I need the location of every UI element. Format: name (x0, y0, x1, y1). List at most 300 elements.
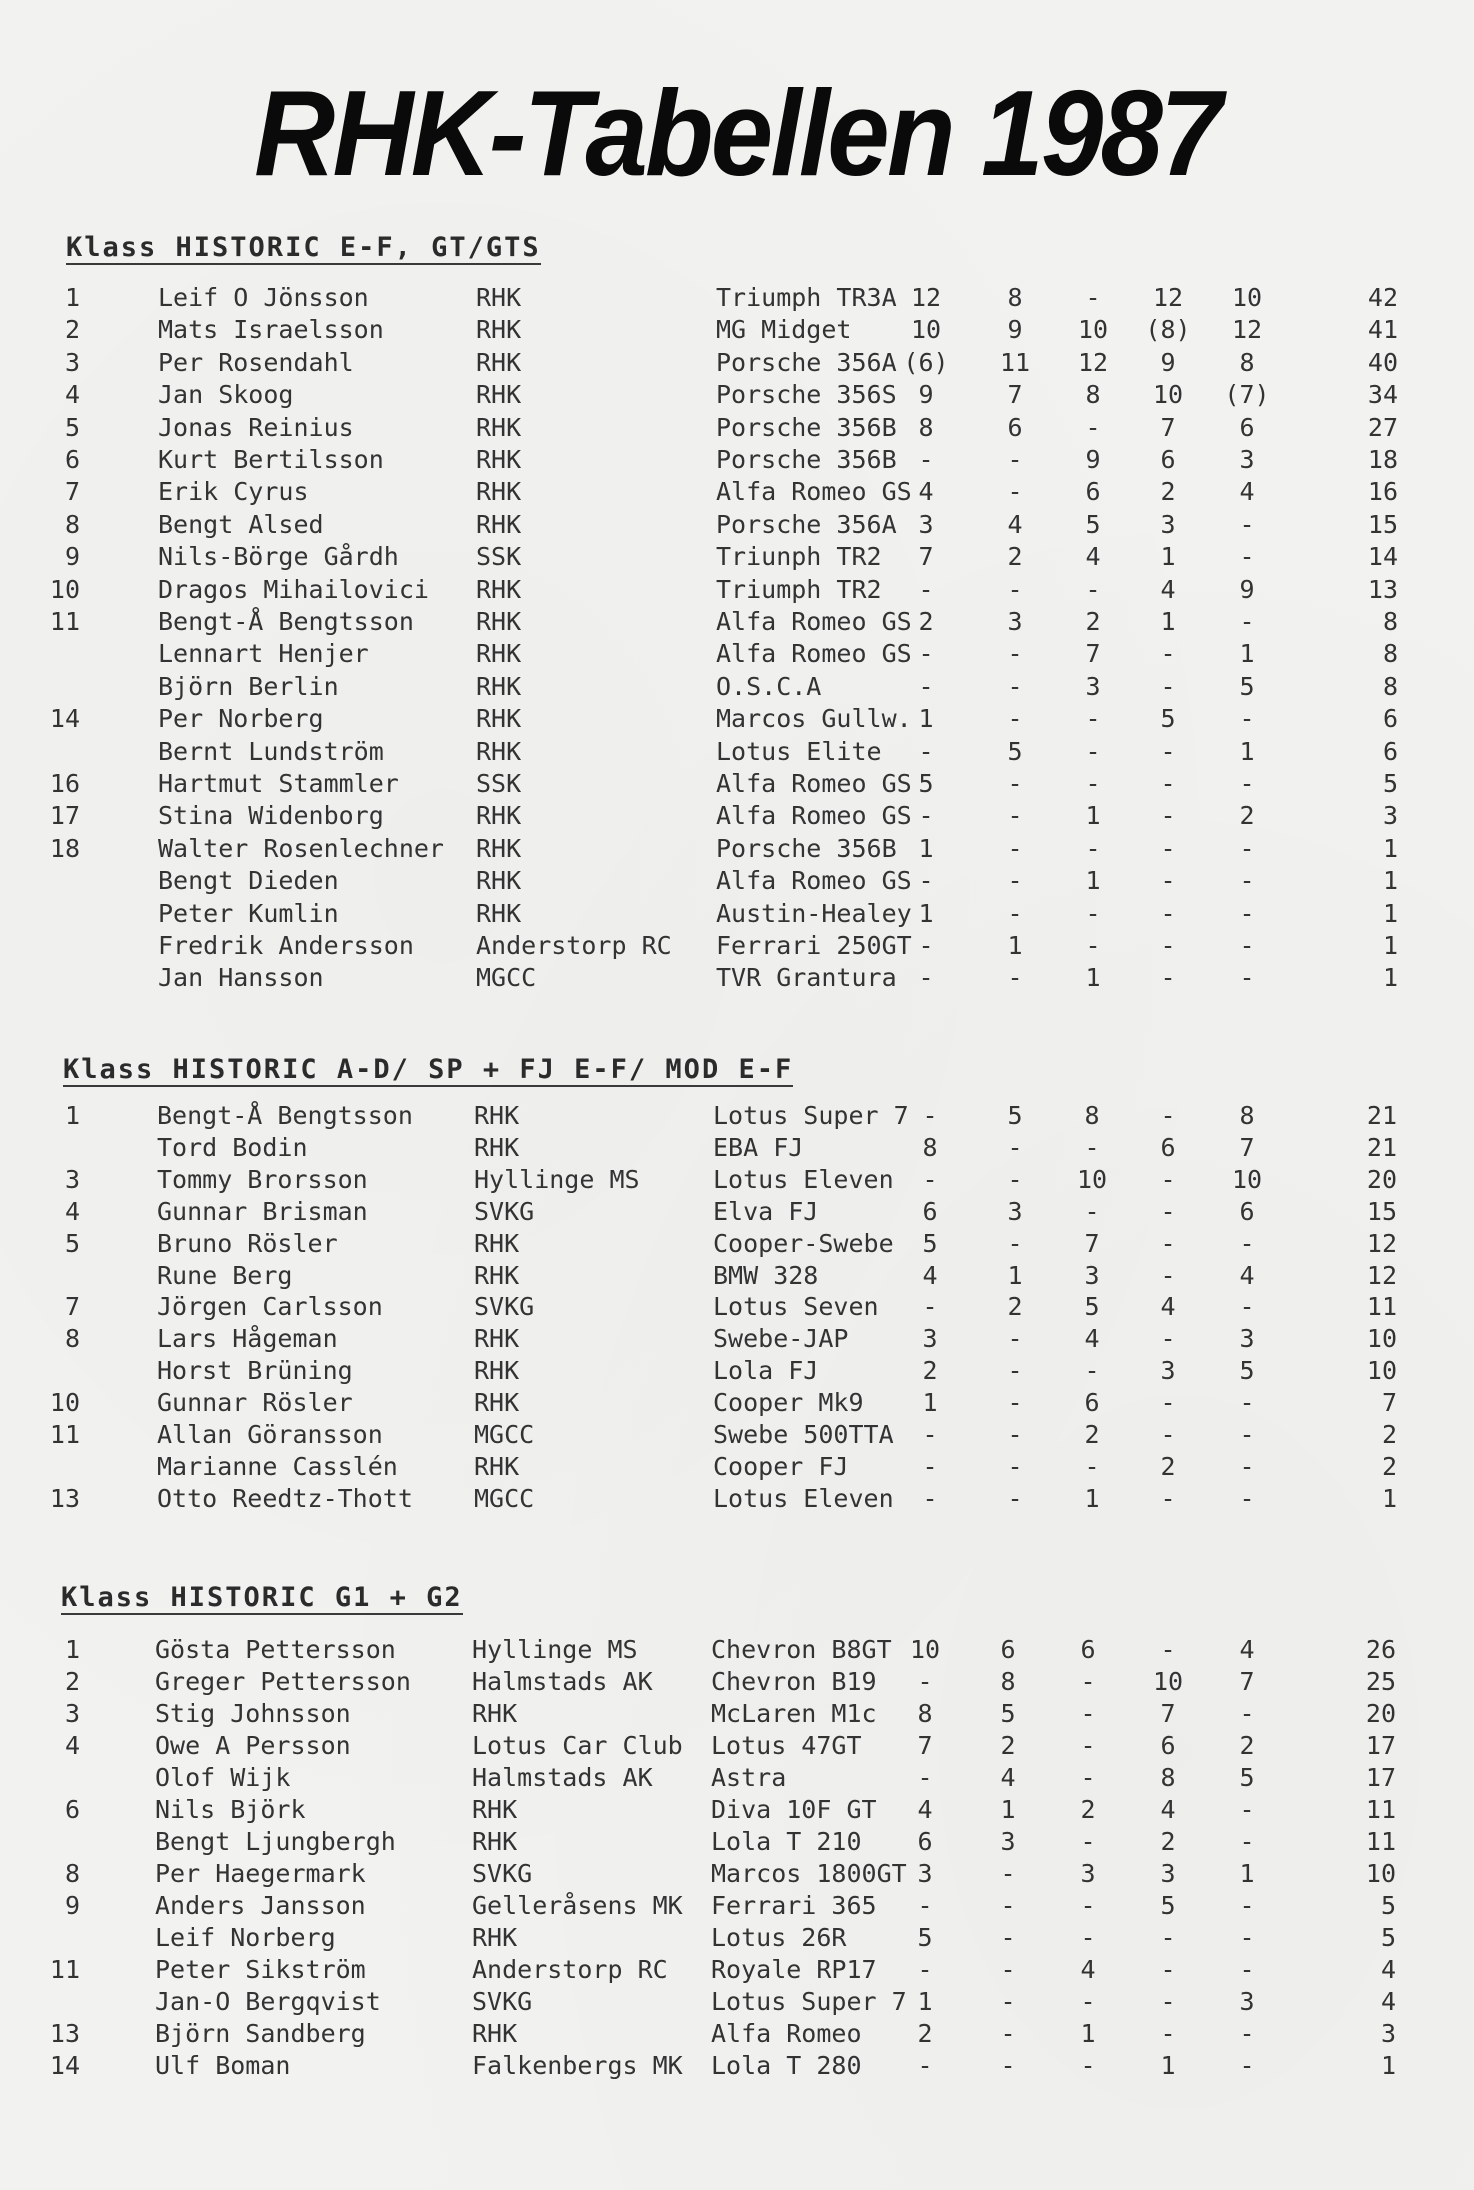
club-cell: Anderstorp RC (472, 1955, 668, 1984)
total-points-cell: 18 (1367, 445, 1398, 474)
round-points-cell: 5 (1007, 737, 1023, 766)
club-cell: RHK (476, 899, 522, 928)
round-points-cell: - (1007, 769, 1023, 798)
round-points-cell: 6 (1080, 1635, 1096, 1664)
driver-name-cell: Jan-O Bergqvist (155, 1987, 381, 2016)
round-points-cell: 7 (1084, 1229, 1100, 1258)
total-points-cell: 17 (1365, 1763, 1396, 1792)
round-points-cell: 7 (1160, 413, 1176, 442)
club-cell: Lotus Car Club (472, 1731, 683, 1760)
round-points-cell: - (922, 1452, 938, 1481)
round-points-cell: 5 (1239, 672, 1255, 701)
round-points-cell: - (1160, 801, 1176, 830)
table-row (0, 638, 1474, 670)
total-points-cell: 1 (1381, 1484, 1397, 1513)
driver-name-cell: Tord Bodin (157, 1133, 308, 1162)
driver-name-cell: Bengt Dieden (158, 866, 339, 895)
total-points-cell: 11 (1366, 1292, 1397, 1321)
total-points-cell: 15 (1367, 510, 1398, 539)
position-cell: 9 (64, 1891, 80, 1920)
round-points-cell: - (917, 1955, 933, 1984)
car-cell: Triumph TR3A (716, 283, 897, 312)
round-points-cell: - (1085, 575, 1101, 604)
club-cell: Anderstorp RC (476, 931, 672, 960)
round-points-cell: 9 (1007, 315, 1023, 344)
round-points-cell: 9 (1085, 445, 1101, 474)
table-row (0, 606, 1474, 638)
table-row (0, 574, 1474, 606)
round-points-cell: 10 (909, 1635, 941, 1664)
round-points-cell: 10 (1231, 1165, 1263, 1194)
position-cell: 1 (64, 283, 80, 312)
round-points-cell: - (1160, 1197, 1176, 1226)
club-cell: RHK (474, 1452, 520, 1481)
total-points-cell: 1 (1382, 866, 1398, 895)
round-points-cell: 1 (1085, 801, 1101, 830)
table-row (0, 930, 1474, 962)
position-cell: 5 (64, 1229, 80, 1258)
car-cell: Lola T 280 (711, 2051, 862, 2080)
club-cell: SSK (476, 542, 522, 571)
round-points-cell: 5 (922, 1229, 938, 1258)
round-points-cell: 2 (1160, 1452, 1176, 1481)
round-points-cell: - (1160, 769, 1176, 798)
club-cell: RHK (476, 575, 522, 604)
round-points-cell: - (1239, 1923, 1255, 1952)
round-points-cell: 2 (1160, 477, 1176, 506)
round-points-cell: 1 (1007, 1261, 1023, 1290)
round-points-cell: 3 (1085, 672, 1101, 701)
round-points-cell: 7 (1239, 1667, 1255, 1696)
table-row (0, 347, 1474, 379)
round-points-cell: - (1160, 1420, 1176, 1449)
round-points-cell: - (1239, 931, 1255, 960)
table-row (0, 2050, 1474, 2082)
round-points-cell: 10 (1077, 315, 1109, 344)
round-points-cell: - (1080, 1667, 1096, 1696)
total-points-cell: 34 (1367, 380, 1398, 409)
total-points-cell: 21 (1366, 1101, 1397, 1130)
driver-name-cell: Rune Berg (157, 1261, 293, 1290)
total-points-cell: 3 (1380, 2019, 1396, 2048)
round-points-cell: 3 (1000, 1827, 1016, 1856)
car-cell: Lola T 210 (711, 1827, 862, 1856)
table-row (0, 1730, 1474, 1762)
position-cell: 8 (64, 1859, 80, 1888)
round-points-cell: 1 (1084, 1484, 1100, 1513)
car-cell: Marcos 1800GT (711, 1859, 907, 1888)
position-cell: 16 (49, 769, 80, 798)
club-cell: Gelleråsens MK (472, 1891, 683, 1920)
driver-name-cell: Marianne Casslén (157, 1452, 398, 1481)
position-cell: 8 (64, 1324, 80, 1353)
club-cell: RHK (474, 1388, 520, 1417)
round-points-cell: - (1239, 704, 1255, 733)
driver-name-cell: Erik Cyrus (158, 477, 309, 506)
car-cell: Alfa Romeo GS (716, 639, 912, 668)
round-points-cell: - (1239, 1452, 1255, 1481)
car-cell: Chevron B19 (711, 1667, 877, 1696)
table-row (0, 541, 1474, 573)
round-points-cell: 2 (918, 607, 934, 636)
round-points-cell: 4 (1160, 575, 1176, 604)
round-points-cell: - (1000, 1955, 1016, 1984)
driver-name-cell: Nils Björk (155, 1795, 306, 1824)
round-points-cell: 12 (910, 283, 942, 312)
round-points-cell: - (1080, 1827, 1096, 1856)
round-points-cell: - (918, 963, 934, 992)
round-points-cell: 3 (1160, 1859, 1176, 1888)
round-points-cell: - (1085, 931, 1101, 960)
table-row (0, 1698, 1474, 1730)
round-points-cell: 7 (1239, 1133, 1255, 1162)
position-cell: 3 (64, 348, 80, 377)
round-points-cell: - (1080, 1699, 1096, 1728)
table-row (0, 1794, 1474, 1826)
round-points-cell: 4 (1239, 1635, 1255, 1664)
car-cell: Austin-Healey (716, 899, 912, 928)
round-points-cell: - (1160, 834, 1176, 863)
round-points-cell: 12 (1152, 283, 1184, 312)
club-cell: MGCC (474, 1420, 535, 1449)
round-points-cell: 3 (1160, 510, 1176, 539)
table-row (0, 2018, 1474, 2050)
club-cell: RHK (476, 801, 522, 830)
car-cell: Porsche 356B (716, 445, 897, 474)
table-row (0, 1826, 1474, 1858)
car-cell: Triunph TR2 (716, 542, 882, 571)
round-points-cell: 11 (999, 348, 1031, 377)
round-points-cell: - (917, 1891, 933, 1920)
driver-name-cell: Jörgen Carlsson (157, 1292, 383, 1321)
round-points-cell: 2 (1000, 1731, 1016, 1760)
round-points-cell: - (1007, 639, 1023, 668)
total-points-cell: 1 (1382, 963, 1398, 992)
total-points-cell: 1 (1382, 931, 1398, 960)
total-points-cell: 25 (1365, 1667, 1396, 1696)
round-points-cell: - (1080, 1763, 1096, 1792)
round-points-cell: 8 (922, 1133, 938, 1162)
driver-name-cell: Gunnar Brisman (157, 1197, 368, 1226)
round-points-cell: - (1007, 1356, 1023, 1385)
total-points-cell: 26 (1365, 1635, 1396, 1664)
table-row (0, 1164, 1474, 1196)
round-points-cell: 4 (1085, 542, 1101, 571)
round-points-cell: 1 (917, 1987, 933, 2016)
driver-name-cell: Bernt Lundström (158, 737, 384, 766)
round-points-cell: 5 (1084, 1292, 1100, 1321)
club-cell: MGCC (474, 1484, 535, 1513)
round-points-cell: - (1007, 1324, 1023, 1353)
round-points-cell: 3 (1007, 607, 1023, 636)
total-points-cell: 40 (1367, 348, 1398, 377)
driver-name-cell: Nils-Börge Gårdh (158, 542, 399, 571)
round-points-cell: - (1239, 510, 1255, 539)
round-points-cell: 9 (918, 380, 934, 409)
club-cell: Halmstads AK (472, 1667, 653, 1696)
round-points-cell: - (922, 1292, 938, 1321)
round-points-cell: 3 (1239, 445, 1255, 474)
car-cell: Elva FJ (713, 1197, 819, 1226)
club-cell: RHK (476, 834, 522, 863)
table-row (0, 1858, 1474, 1890)
driver-name-cell: Owe A Persson (155, 1731, 351, 1760)
round-points-cell: 6 (1239, 1197, 1255, 1226)
round-points-cell: - (1160, 1101, 1176, 1130)
club-cell: RHK (476, 639, 522, 668)
driver-name-cell: Jan Hansson (158, 963, 324, 992)
driver-name-cell: Bruno Rösler (157, 1229, 338, 1258)
round-points-cell: 7 (1085, 639, 1101, 668)
round-points-cell: - (1160, 1261, 1176, 1290)
round-points-cell: - (1084, 1356, 1100, 1385)
table-row (0, 509, 1474, 541)
club-cell: Hyllinge MS (472, 1635, 638, 1664)
driver-name-cell: Stina Widenborg (158, 801, 384, 830)
round-points-cell: 3 (918, 510, 934, 539)
club-cell: RHK (472, 1923, 518, 1952)
driver-name-cell: Greger Pettersson (155, 1667, 411, 1696)
total-points-cell: 14 (1367, 542, 1398, 571)
club-cell: RHK (476, 283, 522, 312)
round-points-cell: - (1085, 769, 1101, 798)
round-points-cell: - (1007, 477, 1023, 506)
car-cell: Astra (711, 1763, 787, 1792)
round-points-cell: - (1007, 963, 1023, 992)
round-points-cell: - (918, 801, 934, 830)
club-cell: RHK (476, 704, 522, 733)
total-points-cell: 1 (1380, 2051, 1396, 2080)
round-points-cell: - (1007, 899, 1023, 928)
round-points-cell: 1 (918, 704, 934, 733)
car-cell: BMW 328 (713, 1261, 819, 1290)
round-points-cell: 4 (1000, 1763, 1016, 1792)
table-row (0, 314, 1474, 346)
round-points-cell: - (1160, 1388, 1176, 1417)
position-cell: 4 (64, 1731, 80, 1760)
round-points-cell: - (1007, 1420, 1023, 1449)
round-points-cell: 7 (918, 542, 934, 571)
driver-name-cell: Allan Göransson (157, 1420, 383, 1449)
round-points-cell: - (1160, 963, 1176, 992)
round-points-cell: 5 (1000, 1699, 1016, 1728)
driver-name-cell: Björn Sandberg (155, 2019, 366, 2048)
round-points-cell: - (1080, 1891, 1096, 1920)
club-cell: RHK (476, 413, 522, 442)
position-cell: 5 (64, 413, 80, 442)
driver-name-cell: Bengt Ljungbergh (155, 1827, 396, 1856)
car-cell: Porsche 356B (716, 413, 897, 442)
table-row (0, 1323, 1474, 1355)
round-points-cell: 10 (1152, 1667, 1184, 1696)
round-points-cell: 3 (922, 1324, 938, 1353)
driver-name-cell: Lennart Henjer (158, 639, 369, 668)
round-points-cell: 8 (1239, 1101, 1255, 1130)
round-points-cell: 8 (1085, 380, 1101, 409)
club-cell: RHK (476, 510, 522, 539)
round-points-cell: 3 (1080, 1859, 1096, 1888)
total-points-cell: 16 (1367, 477, 1398, 506)
round-points-cell: - (1080, 1731, 1096, 1760)
round-points-cell: 4 (1160, 1795, 1176, 1824)
round-points-cell: 12 (1231, 315, 1263, 344)
round-points-cell: - (917, 1667, 933, 1696)
club-cell: RHK (474, 1324, 520, 1353)
round-points-cell: - (1080, 2051, 1096, 2080)
total-points-cell: 7 (1381, 1388, 1397, 1417)
driver-name-cell: Bengt Alsed (158, 510, 324, 539)
total-points-cell: 1 (1382, 899, 1398, 928)
round-points-cell: - (1239, 769, 1255, 798)
round-points-cell: 6 (1239, 413, 1255, 442)
car-cell: Alfa Romeo GS (716, 607, 912, 636)
round-points-cell: - (1007, 1229, 1023, 1258)
round-points-cell: - (1239, 1699, 1255, 1728)
total-points-cell: 13 (1367, 575, 1398, 604)
table-row (0, 1260, 1474, 1292)
round-points-cell: - (1080, 1987, 1096, 2016)
round-points-cell: 5 (1239, 1356, 1255, 1385)
round-points-cell: 2 (917, 2019, 933, 2048)
table-row (0, 1890, 1474, 1922)
driver-name-cell: Leif O Jönsson (158, 283, 369, 312)
round-points-cell: 1 (922, 1388, 938, 1417)
round-points-cell: - (1239, 1891, 1255, 1920)
round-points-cell: 4 (922, 1261, 938, 1290)
car-cell: Alfa Romeo GS (716, 866, 912, 895)
round-points-cell: 10 (910, 315, 942, 344)
table-row (0, 412, 1474, 444)
club-cell: RHK (472, 1699, 518, 1728)
table-row (0, 1451, 1474, 1483)
position-cell: 13 (49, 1484, 80, 1513)
round-points-cell: - (1007, 704, 1023, 733)
round-points-cell: 6 (1007, 413, 1023, 442)
round-points-cell: - (1085, 899, 1101, 928)
round-points-cell: - (922, 1420, 938, 1449)
round-points-cell: 1 (1239, 737, 1255, 766)
position-cell: 3 (64, 1699, 80, 1728)
round-points-cell: 8 (1084, 1101, 1100, 1130)
round-points-cell: - (1085, 737, 1101, 766)
round-points-cell: - (1160, 931, 1176, 960)
car-cell: Alfa Romeo (711, 2019, 862, 2048)
club-cell: RHK (474, 1261, 520, 1290)
car-cell: Triumph TR2 (716, 575, 882, 604)
position-cell: 13 (49, 2019, 80, 2048)
round-points-cell: 6 (1085, 477, 1101, 506)
round-points-cell: - (1160, 1229, 1176, 1258)
total-points-cell: 41 (1367, 315, 1398, 344)
round-points-cell: 3 (1160, 1356, 1176, 1385)
round-points-cell: 1 (1007, 931, 1023, 960)
round-points-cell: - (1239, 1292, 1255, 1321)
round-points-cell: - (1007, 1165, 1023, 1194)
round-points-cell: 4 (918, 477, 934, 506)
car-cell: Swebe 500TTA (713, 1420, 894, 1449)
round-points-cell: 1 (1085, 963, 1101, 992)
total-points-cell: 10 (1366, 1324, 1397, 1353)
round-points-cell: - (1084, 1452, 1100, 1481)
car-cell: Alfa Romeo GS (716, 477, 912, 506)
position-cell: 14 (49, 2051, 80, 2080)
total-points-cell: 20 (1365, 1699, 1396, 1728)
round-points-cell: 3 (1007, 1197, 1023, 1226)
club-cell: RHK (474, 1229, 520, 1258)
club-cell: MGCC (476, 963, 537, 992)
club-cell: RHK (476, 477, 522, 506)
round-points-cell: - (1085, 283, 1101, 312)
driver-name-cell: Leif Norberg (155, 1923, 336, 1952)
car-cell: Ferrari 365 (711, 1891, 877, 1920)
round-points-cell: - (1160, 1955, 1176, 1984)
total-points-cell: 42 (1367, 283, 1398, 312)
club-cell: SVKG (472, 1859, 533, 1888)
table-row (0, 703, 1474, 735)
table-row (0, 444, 1474, 476)
round-points-cell: - (1000, 1859, 1016, 1888)
position-cell: 10 (49, 1388, 80, 1417)
car-cell: Chevron B8GT (711, 1635, 892, 1664)
driver-name-cell: Per Rosendahl (158, 348, 354, 377)
round-points-cell: - (1000, 1891, 1016, 1920)
driver-name-cell: Dragos Mihailovici (158, 575, 429, 604)
round-points-cell: - (1160, 737, 1176, 766)
car-cell: MG Midget (716, 315, 852, 344)
round-points-cell: - (1085, 704, 1101, 733)
driver-name-cell: Bengt-Å Bengtsson (157, 1101, 413, 1130)
driver-name-cell: Peter Sikström (155, 1955, 366, 1984)
round-points-cell: - (1084, 1197, 1100, 1226)
round-points-cell: - (1007, 1388, 1023, 1417)
round-points-cell: - (1007, 866, 1023, 895)
round-points-cell: - (918, 672, 934, 701)
club-cell: RHK (476, 348, 522, 377)
table-row (0, 898, 1474, 930)
driver-name-cell: Per Haegermark (155, 1859, 366, 1888)
round-points-cell: - (1007, 801, 1023, 830)
position-cell: 1 (64, 1101, 80, 1130)
round-points-cell: - (1239, 1420, 1255, 1449)
round-points-cell: 8 (918, 413, 934, 442)
table-row (0, 1634, 1474, 1666)
round-points-cell: - (1239, 834, 1255, 863)
round-points-cell: - (1160, 1324, 1176, 1353)
car-cell: Swebe-JAP (713, 1324, 849, 1353)
round-points-cell: - (1239, 963, 1255, 992)
round-points-cell: 5 (1160, 1891, 1176, 1920)
position-cell: 6 (64, 1795, 80, 1824)
round-points-cell: 8 (1000, 1667, 1016, 1696)
car-cell: Cooper FJ (713, 1452, 849, 1481)
round-points-cell: 1 (1080, 2019, 1096, 2048)
total-points-cell: 12 (1366, 1261, 1397, 1290)
round-points-cell: - (1239, 1484, 1255, 1513)
driver-name-cell: Björn Berlin (158, 672, 339, 701)
round-points-cell: - (1000, 2019, 1016, 2048)
table-row (0, 282, 1474, 314)
car-cell: TVR Grantura (716, 963, 897, 992)
round-points-cell: - (918, 575, 934, 604)
club-cell: RHK (472, 2019, 518, 2048)
club-cell: SVKG (474, 1197, 535, 1226)
round-points-cell: - (918, 931, 934, 960)
round-points-cell: - (1007, 575, 1023, 604)
total-points-cell: 6 (1382, 704, 1398, 733)
club-cell: Hyllinge MS (474, 1165, 640, 1194)
round-points-cell: - (1239, 1229, 1255, 1258)
position-cell: 10 (49, 575, 80, 604)
